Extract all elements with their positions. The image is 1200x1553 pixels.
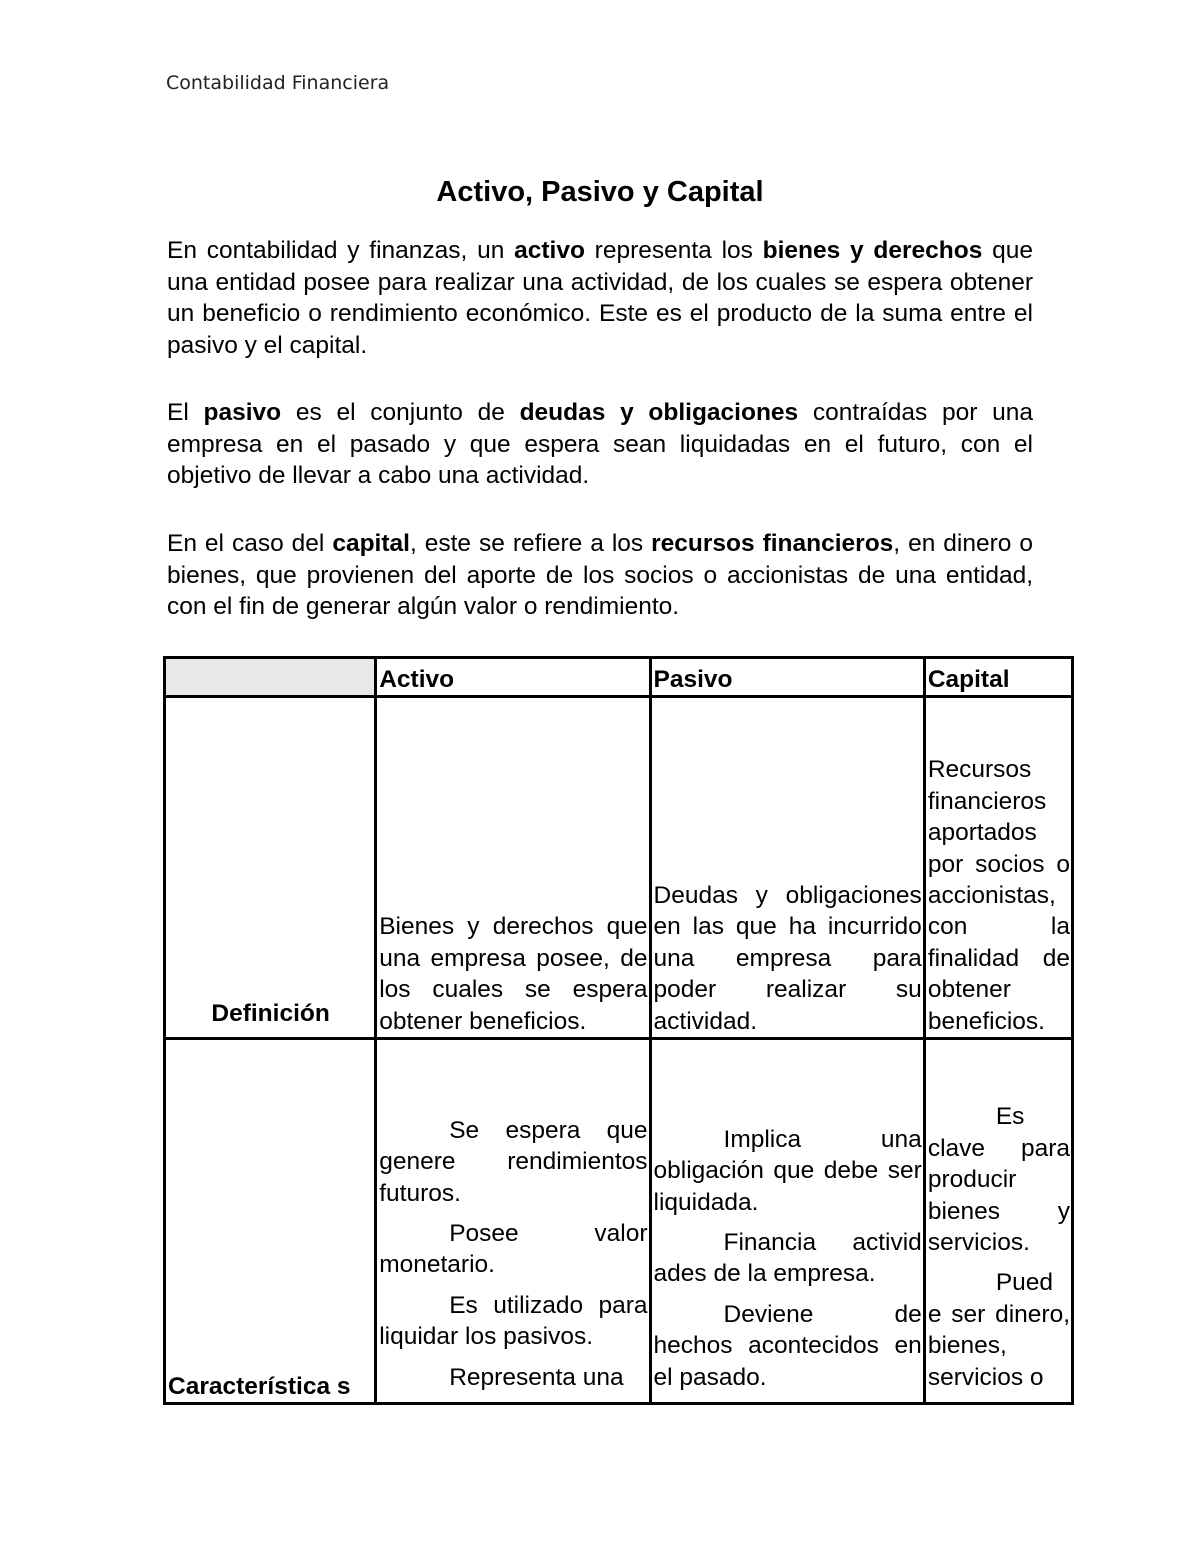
list-item xyxy=(928,1101,1070,1258)
item-text: Es utilizado para liquidar los pasivos. xyxy=(379,1291,648,1351)
paragraph-capital xyxy=(167,528,1033,623)
list-item xyxy=(379,1218,647,1281)
item-text: Financia activid ades de la empresa. xyxy=(653,1228,922,1288)
bold-term: deudas y obligaciones xyxy=(519,399,799,426)
bold-term: capital xyxy=(332,530,410,557)
comparison-table xyxy=(163,656,1074,1405)
header-cell-empty xyxy=(165,658,376,697)
text-run: El xyxy=(167,399,204,426)
list-item xyxy=(654,1227,922,1290)
cell-definicion-capital: Recursos financieros aportados por socios o accionistas, con la finalidad de obtener beneficios. xyxy=(924,697,1072,1039)
item-text: Posee valor monetario. xyxy=(379,1219,648,1279)
table-row-definicion xyxy=(165,697,1073,1039)
document-title: Activo, Pasivo y Capital xyxy=(436,176,764,208)
text-run: , este se refiere a los xyxy=(409,530,652,557)
list-item xyxy=(379,1115,647,1209)
text-run: contraídas por una empresa en el pasado y que espera sean liquidadas en el futuro, con el objetivo de llevar a cabo una actividad. xyxy=(167,399,1034,489)
bold-term: activo xyxy=(514,237,585,264)
text-run: En contabilidad y finanzas, un xyxy=(167,237,515,264)
item-text: Deviene de hechos acontecidos en el pasado. xyxy=(653,1300,922,1391)
item-text: Implica una obligación que debe ser liquidada. xyxy=(653,1125,922,1216)
item-text: Representa una xyxy=(449,1363,624,1391)
text-run: , en dinero o bienes, que provienen del aporte de los socios o accionistas de una entidad, con el fin de generar algún valor o rendimiento. xyxy=(167,530,1033,620)
row-label-caracteristicas: Característica s xyxy=(165,1039,376,1404)
list-item xyxy=(654,1299,922,1393)
table-header-row xyxy=(165,658,1073,697)
cell-definicion-activo: Bienes y derechos que una empresa posee, de los cuales se espera obtener beneficios. xyxy=(376,697,650,1039)
cell-definicion-pasivo: Deudas y obligaciones en las que ha incurrido una empresa para poder realizar su actividad. xyxy=(650,697,924,1039)
list-item xyxy=(654,1124,922,1218)
item-text: Pued e ser dinero, bienes, servicios o xyxy=(927,1269,1070,1391)
list-item xyxy=(379,1290,647,1353)
bold-term: recursos financieros xyxy=(651,530,894,557)
text-run: es el conjunto de xyxy=(281,399,520,426)
text-run: que una entidad posee para realizar una actividad, de los cuales se espera obtener un beneficio o rendimiento económico. Este es el producto de la suma entre el pasivo y el capital. xyxy=(167,237,1033,359)
list-item xyxy=(928,1267,1070,1393)
page-header: Contabilidad Financiera xyxy=(166,72,390,94)
bold-term: pasivo xyxy=(203,399,282,426)
bold-term: bienes y derechos xyxy=(762,237,983,264)
cell-caracteristicas-capital xyxy=(924,1039,1072,1404)
header-cell-pasivo: Pasivo xyxy=(650,658,924,697)
paragraph-activo xyxy=(167,235,1033,361)
item-text: Es clave para producir bienes y servicios. xyxy=(927,1103,1070,1256)
list-item xyxy=(379,1362,647,1393)
header-cell-activo: Activo xyxy=(376,658,650,697)
paragraph-pasivo xyxy=(167,397,1033,492)
table-row-caracteristicas xyxy=(165,1039,1073,1404)
text-run: representa los xyxy=(584,237,763,264)
header-cell-capital: Capital xyxy=(924,658,1072,697)
cell-caracteristicas-pasivo xyxy=(650,1039,924,1404)
item-text: Se espera que genere rendimientos futuros. xyxy=(379,1116,648,1207)
cell-caracteristicas-activo xyxy=(376,1039,650,1404)
row-label-definicion: Definición xyxy=(165,697,376,1039)
text-run: En el caso del xyxy=(167,530,333,557)
